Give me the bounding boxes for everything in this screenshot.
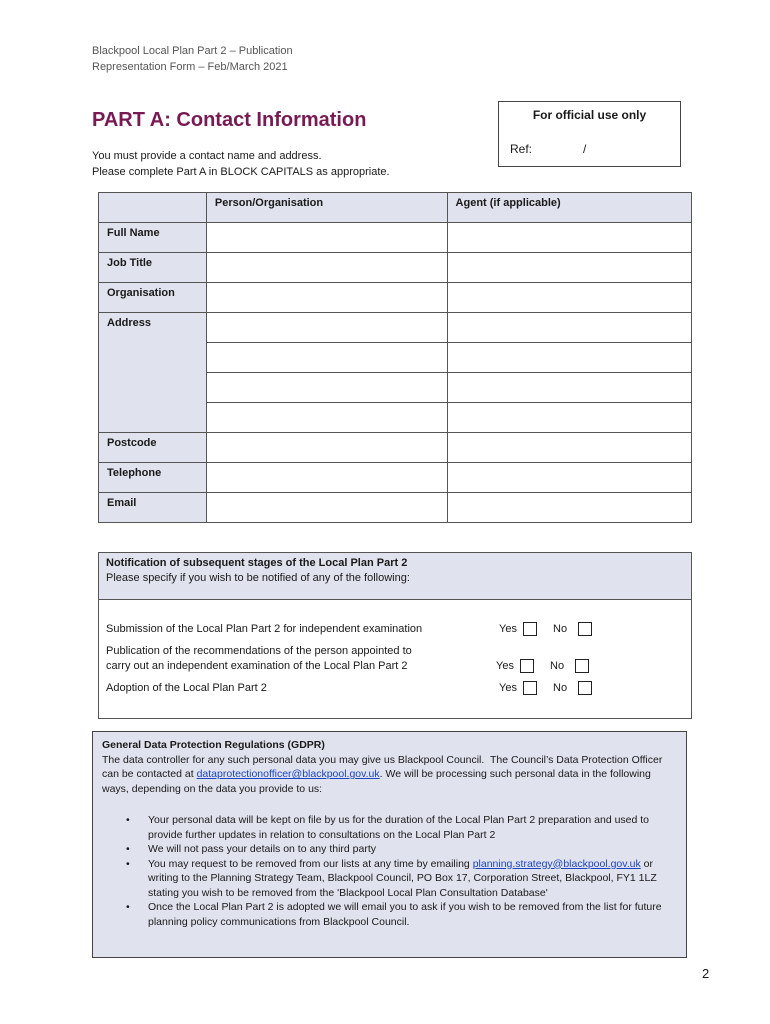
list-item [102,842,677,857]
notification-item-submission [106,622,422,637]
bullet-icon: • [126,901,130,913]
document-header [92,43,293,75]
address-label-spacer [99,343,207,373]
table-row [99,283,692,313]
recommendations-yes-checkbox[interactable] [520,659,534,673]
person-email-field[interactable] [206,493,447,523]
person-address-line-3-field[interactable] [206,373,447,403]
agent-address-line-3-field[interactable] [447,373,691,403]
gdpr-bullet-text: or writing to the Planning Strategy Team, Blackpool Council, PO Box 17, Corporation Street, Blackpool, FY1 1LZ stating you wish to be removed from the 'Blackpool Local Plan Consultation Database' [148,857,657,899]
agent-address-line-2-field[interactable] [447,343,691,373]
notification-subtitle: Please specify if you wish to be notified of any of the following: [106,572,410,584]
bullet-icon: • [126,843,130,855]
header-line-2: Representation Form – Feb/March 2021 [92,61,288,73]
person-telephone-field[interactable] [206,463,447,493]
table-row [99,343,692,373]
address-label-spacer [99,373,207,403]
no-label: No [553,623,568,635]
adoption-no-checkbox[interactable] [578,681,592,695]
intro-line-2: Please complete Part A in BLOCK CAPITALS as appropriate. [92,166,390,178]
yes-label: Yes [499,682,517,694]
gdpr-dpo-text: The Council’s Data Protection Officer can be contacted at [102,753,663,780]
list-item [102,813,677,842]
table-row [99,223,692,253]
row-label-full-name: Full Name [99,223,207,253]
header-line-1: Blackpool Local Plan Part 2 – Publication [92,45,293,57]
header-blank-cell [99,193,207,223]
table-row [99,463,692,493]
ref-label: Ref: [510,142,533,156]
ref-separator: / [583,142,587,156]
person-address-line-1-field[interactable] [206,313,447,343]
yes-label: Yes [499,623,517,635]
official-use-box [498,101,681,167]
submission-no-checkbox[interactable] [578,622,592,636]
table-row [99,373,692,403]
table-row [99,253,692,283]
column-header-person: Person/Organisation [206,193,447,223]
table-row [99,403,692,433]
gdpr-intro-text: The data controller for any such personal data you may give us Blackpool Council. [102,753,485,766]
page-number: 2 [702,966,710,981]
submission-yes-checkbox[interactable] [523,622,537,636]
table-row [99,493,692,523]
intro-text [92,148,390,180]
official-use-title: For official use only [532,108,647,122]
row-label-telephone: Telephone [99,463,207,493]
person-address-line-2-field[interactable] [206,343,447,373]
gdpr-bullet-text: We will not pass your details on to any third party [148,843,377,855]
notification-item-recommendations [106,644,412,674]
row-label-address: Address [99,313,207,343]
row-label-email: Email [99,493,207,523]
notification-item-line: Submission of the Local Plan Part 2 for independent examination [106,623,423,635]
table-row [99,313,692,343]
table-header-row [99,193,692,223]
table-row [99,433,692,463]
agent-email-field[interactable] [447,493,691,523]
page-title: PART A: Contact Information [92,109,367,131]
address-label-spacer [99,403,207,433]
gdpr-bullet-text: You may request to be removed from our lists at any time by emailing [148,857,473,870]
gdpr-bullet-list [102,813,677,929]
person-job-title-field[interactable] [206,253,447,283]
adoption-yes-checkbox[interactable] [523,681,537,695]
agent-telephone-field[interactable] [447,463,691,493]
no-label: No [550,660,565,672]
notification-item-line: Publication of the recommendations of the person appointed to [106,645,412,657]
column-header-agent: Agent (if applicable) [447,193,691,223]
recommendations-no-checkbox[interactable] [575,659,589,673]
notification-item-line: Adoption of the Local Plan Part 2 [106,682,267,694]
notification-section [98,552,692,719]
gdpr-intro [102,753,677,797]
gdpr-section [92,731,687,958]
yes-label: Yes [496,660,514,672]
no-label: No [553,682,568,694]
agent-organisation-field[interactable] [447,283,691,313]
person-postcode-field[interactable] [206,433,447,463]
person-organisation-field[interactable] [206,283,447,313]
agent-address-line-1-field[interactable] [447,313,691,343]
list-item [102,900,677,929]
list-item [102,857,677,901]
person-full-name-field[interactable] [206,223,447,253]
row-label-job-title: Job Title [99,253,207,283]
gdpr-title: General Data Protection Regulations (GDPR) [102,739,325,751]
gdpr-intro-tail: . We will be processing such personal data in the following ways, depending on the data you provide to us: [102,768,651,795]
notification-item-line: carry out an independent examination of the Local Plan Part 2 [106,660,408,672]
agent-postcode-field[interactable] [447,433,691,463]
agent-address-line-4-field[interactable] [447,403,691,433]
notification-title: Notification of subsequent stages of the Local Plan Part 2 [106,557,408,569]
gdpr-bullet-text: Your personal data will be kept on file by us for the duration of the Local Plan Part 2 preparation and used to provide further updates in relation to consultations on the Local Plan Part 2 [148,814,650,841]
bullet-icon: • [126,857,130,870]
notification-header [99,553,691,600]
notification-item-adoption [106,681,267,696]
planning-email-link[interactable]: planning.strategy@blackpool.gov.uk [472,857,641,870]
gdpr-bullet-text: Once the Local Plan Part 2 is adopted we will email you to ask if you wish to be removed from the list for future planning policy communications from Blackpool Council. [148,901,662,928]
person-address-line-4-field[interactable] [206,403,447,433]
contact-table [98,192,692,523]
agent-job-title-field[interactable] [447,253,691,283]
bullet-icon: • [126,814,130,826]
dpo-email-link[interactable]: dataprotectionofficer@blackpool.gov.uk [196,768,380,780]
intro-line-1: You must provide a contact name and address. [92,150,322,162]
row-label-postcode: Postcode [99,433,207,463]
row-label-organisation: Organisation [99,283,207,313]
agent-full-name-field[interactable] [447,223,691,253]
